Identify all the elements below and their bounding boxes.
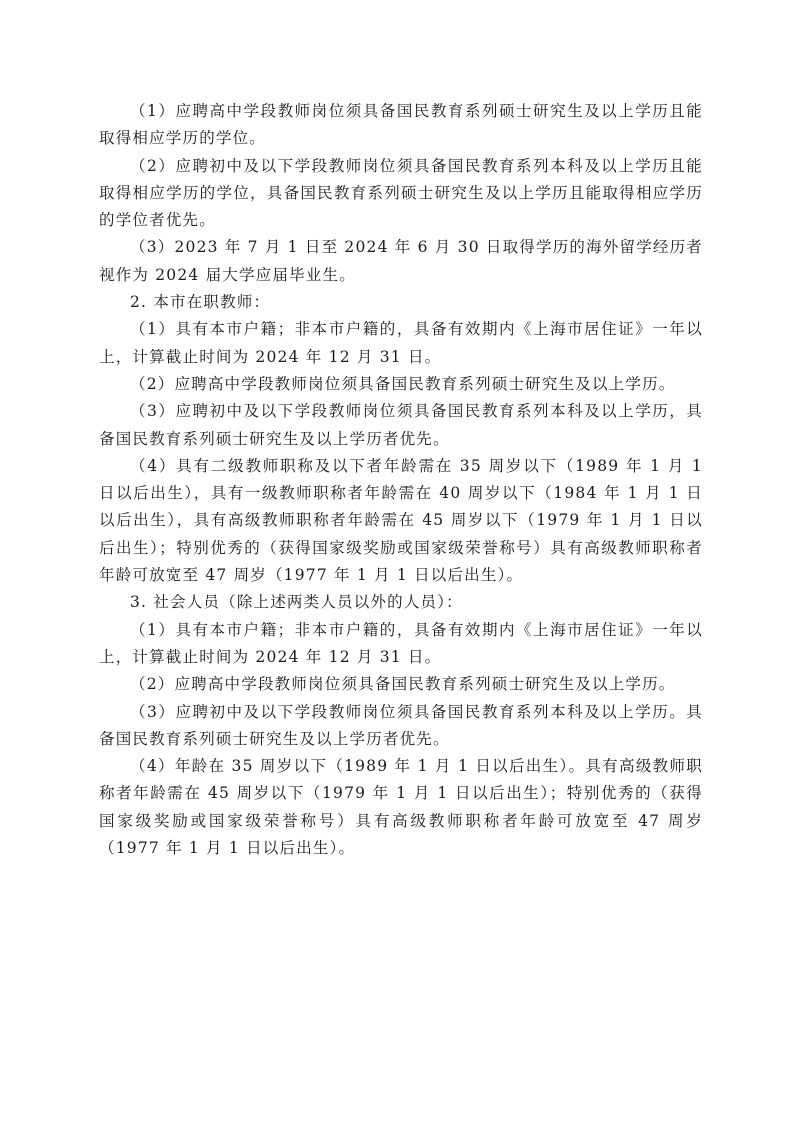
paragraph-graduate-1: （1）应聘高中学段教师岗位须具备国民教育系列硕士研究生及以上学历且能取得相应学历的学位。 (99, 102, 703, 148)
paragraph-social-4: （4）年龄在 35 周岁以下（1989 年 1 月 1 日以后出生）。具有高级教师职称者年龄需在 45 周岁以下（1979 年 1 月 1 日以后出生）；特别优秀的（获得国家级奖励或国家级荣誉称号）具有高级教师职称者年龄可放宽至 47 周岁（1977 年 1 月 1 日以后出生）。 (99, 757, 703, 858)
paragraph-social-2: （2）应聘高中学段教师岗位须具备国民教育系列硕士研究生及以上学历。 (130, 675, 676, 694)
paragraph-in-service-1: （1）具有本市户籍；非本市户籍的，具备有效期内《上海市居住证》一年以上，计算截止时间为 2024 年 12 月 31 日。 (99, 320, 703, 366)
paragraph-in-service-4: （4）具有二级教师职称及以下者年龄需在 35 周岁以下（1989 年 1 月 1 日以后出生），具有一级教师职称者年龄需在 40 周岁以下（1984 年 1 月 1 日以后出生），具有高级教师职称者年龄需在 45 周岁以下（1979 年 1 月 1 日以后出生）；特别优秀的（获得国家级奖励或国家级荣誉称号）具有高级教师职称者年龄可放宽至 47 周岁（1977 年 1 月 1 日以后出生）。 (99, 456, 703, 585)
paragraph-in-service-2: （2）应聘高中学段教师岗位须具备国民教育系列硕士研究生及以上学历。 (130, 374, 676, 393)
paragraph-social-3: （3）应聘初中及以下学段教师岗位须具备国民教育系列本科及以上学历。具备国民教育系列硕士研究生及以上学历者优先。 (99, 702, 703, 748)
paragraph-social-1: （1）具有本市户籍；非本市户籍的，具备有效期内《上海市居住证》一年以上，计算截止时间为 2024 年 12 月 31 日。 (99, 620, 703, 666)
section-heading-in-service-teachers: 2. 本市在职教师： (130, 293, 271, 312)
paragraph-graduate-2: （2）应聘初中及以下学段教师岗位须具备国民教育系列本科及以上学历且能取得相应学历的学位，具备国民教育系列硕士研究生及以上学历且能取得相应学历的学位者优先。 (99, 156, 703, 230)
paragraph-graduate-3: （3）2023 年 7 月 1 日至 2024 年 6 月 30 日取得学历的海外留学经历者视作为 2024 届大学应届毕业生。 (99, 238, 703, 284)
section-heading-social-applicants: 3. 社会人员（除上述两类人员以外的人员）： (130, 593, 463, 612)
paragraph-in-service-3: （3）应聘初中及以下学段教师岗位须具备国民教育系列本科及以上学历，具备国民教育系列硕士研究生及以上学历者优先。 (99, 402, 703, 448)
document-body (99, 98, 703, 862)
